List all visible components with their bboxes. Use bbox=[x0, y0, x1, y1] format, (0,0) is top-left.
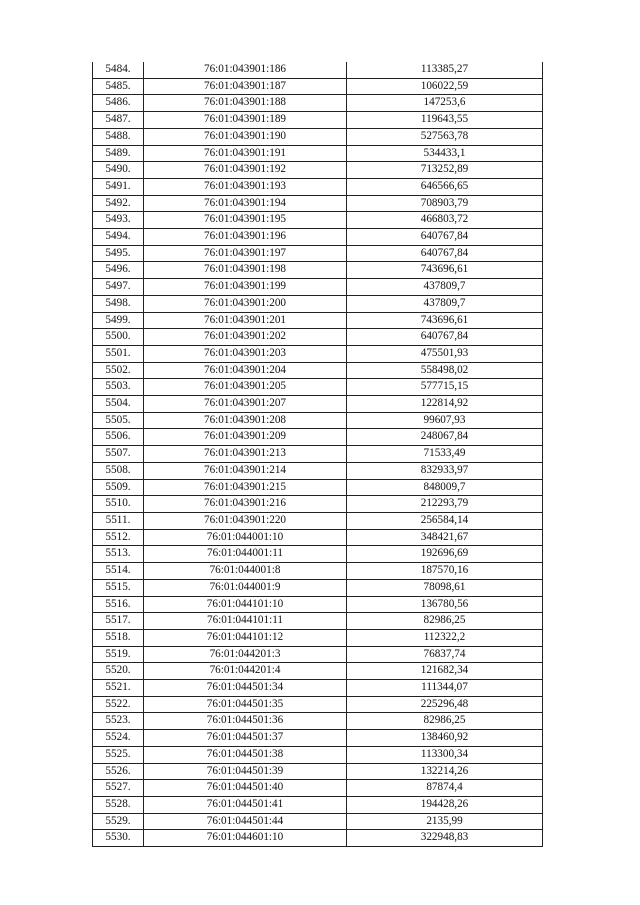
cadastral-number-cell: 76:01:043901:205 bbox=[144, 379, 347, 396]
row-number-cell: 5504. bbox=[93, 396, 144, 413]
cadastral-value-cell: 187570,16 bbox=[347, 563, 543, 580]
table-row bbox=[93, 496, 543, 513]
cadastral-number-cell: 76:01:043901:190 bbox=[144, 128, 347, 145]
cadastral-value-cell: 437809,7 bbox=[347, 279, 543, 296]
cadastral-number-cell: 76:01:043901:194 bbox=[144, 195, 347, 212]
cadastral-number-cell: 76:01:043901:213 bbox=[144, 446, 347, 463]
cadastral-number-cell: 76:01:043901:220 bbox=[144, 512, 347, 529]
row-number-cell: 5528. bbox=[93, 796, 144, 813]
cadastral-value-cell: 848009,7 bbox=[347, 479, 543, 496]
cadastral-number-cell: 76:01:044001:9 bbox=[144, 579, 347, 596]
cadastral-number-cell: 76:01:044101:10 bbox=[144, 596, 347, 613]
cadastral-value-cell: 113300,34 bbox=[347, 746, 543, 763]
row-number-cell: 5513. bbox=[93, 546, 144, 563]
table-row bbox=[93, 796, 543, 813]
row-number-cell: 5508. bbox=[93, 462, 144, 479]
cadastral-value-cell: 212293,79 bbox=[347, 496, 543, 513]
cadastral-number-cell: 76:01:043901:191 bbox=[144, 145, 347, 162]
table-row bbox=[93, 629, 543, 646]
row-number-cell: 5514. bbox=[93, 563, 144, 580]
row-number-cell: 5484. bbox=[93, 62, 144, 78]
cadastral-value-cell: 640767,84 bbox=[347, 245, 543, 262]
table-row bbox=[93, 512, 543, 529]
cadastral-number-cell: 76:01:044201:3 bbox=[144, 646, 347, 663]
table-row bbox=[93, 312, 543, 329]
row-number-cell: 5520. bbox=[93, 663, 144, 680]
row-number-cell: 5516. bbox=[93, 596, 144, 613]
row-number-cell: 5499. bbox=[93, 312, 144, 329]
cadastral-value-cell: 832933,97 bbox=[347, 462, 543, 479]
cadastral-number-cell: 76:01:044501:34 bbox=[144, 680, 347, 697]
row-number-cell: 5505. bbox=[93, 412, 144, 429]
table-row bbox=[93, 396, 543, 413]
row-number-cell: 5489. bbox=[93, 145, 144, 162]
cadastral-number-cell: 76:01:043901:192 bbox=[144, 162, 347, 179]
row-number-cell: 5486. bbox=[93, 95, 144, 112]
row-number-cell: 5490. bbox=[93, 162, 144, 179]
cadastral-value-cell: 322948,83 bbox=[347, 830, 543, 847]
cadastral-value-cell: 640767,84 bbox=[347, 329, 543, 346]
row-number-cell: 5509. bbox=[93, 479, 144, 496]
cadastral-number-cell: 76:01:043901:204 bbox=[144, 362, 347, 379]
cadastral-number-cell: 76:01:043901:188 bbox=[144, 95, 347, 112]
cadastral-value-cell: 132214,26 bbox=[347, 763, 543, 780]
table-body bbox=[93, 62, 543, 847]
cadastral-number-cell: 76:01:044501:36 bbox=[144, 713, 347, 730]
row-number-cell: 5500. bbox=[93, 329, 144, 346]
cadastral-value-cell: 99607,93 bbox=[347, 412, 543, 429]
cadastral-value-cell: 256584,14 bbox=[347, 512, 543, 529]
cadastral-value-cell: 348421,67 bbox=[347, 529, 543, 546]
row-number-cell: 5523. bbox=[93, 713, 144, 730]
cadastral-number-cell: 76:01:044501:35 bbox=[144, 696, 347, 713]
table-row bbox=[93, 128, 543, 145]
cadastral-number-cell: 76:01:044501:40 bbox=[144, 780, 347, 797]
table-row bbox=[93, 462, 543, 479]
table-row bbox=[93, 78, 543, 95]
table-row bbox=[93, 162, 543, 179]
cadastral-number-cell: 76:01:043901:197 bbox=[144, 245, 347, 262]
cadastral-value-cell: 248067,84 bbox=[347, 429, 543, 446]
cadastral-number-cell: 76:01:043901:209 bbox=[144, 429, 347, 446]
table-row bbox=[93, 279, 543, 296]
table-row bbox=[93, 663, 543, 680]
row-number-cell: 5510. bbox=[93, 496, 144, 513]
row-number-cell: 5498. bbox=[93, 295, 144, 312]
row-number-cell: 5511. bbox=[93, 512, 144, 529]
row-number-cell: 5494. bbox=[93, 229, 144, 246]
table-row bbox=[93, 229, 543, 246]
cadastral-number-cell: 76:01:043901:203 bbox=[144, 345, 347, 362]
row-number-cell: 5529. bbox=[93, 813, 144, 830]
cadastral-value-cell: 82986,25 bbox=[347, 613, 543, 630]
cadastral-value-cell: 194428,26 bbox=[347, 796, 543, 813]
cadastral-number-cell: 76:01:043901:189 bbox=[144, 112, 347, 129]
cadastral-value-cell: 122814,92 bbox=[347, 396, 543, 413]
cadastral-value-cell: 78098,61 bbox=[347, 579, 543, 596]
row-number-cell: 5502. bbox=[93, 362, 144, 379]
cadastral-number-cell: 76:01:044501:39 bbox=[144, 763, 347, 780]
table-row bbox=[93, 446, 543, 463]
row-number-cell: 5485. bbox=[93, 78, 144, 95]
cadastral-value-cell: 743696,61 bbox=[347, 312, 543, 329]
row-number-cell: 5519. bbox=[93, 646, 144, 663]
cadastral-number-cell: 76:01:044001:11 bbox=[144, 546, 347, 563]
cadastral-number-cell: 76:01:043901:199 bbox=[144, 279, 347, 296]
cadastral-value-cell: 577715,15 bbox=[347, 379, 543, 396]
cadastral-value-cell: 111344,07 bbox=[347, 680, 543, 697]
row-number-cell: 5518. bbox=[93, 629, 144, 646]
cadastral-number-cell: 76:01:043901:207 bbox=[144, 396, 347, 413]
row-number-cell: 5525. bbox=[93, 746, 144, 763]
table-row bbox=[93, 529, 543, 546]
table-row bbox=[93, 613, 543, 630]
cadastral-number-cell: 76:01:044201:4 bbox=[144, 663, 347, 680]
cadastral-value-cell: 87874,4 bbox=[347, 780, 543, 797]
cadastral-number-cell: 76:01:043901:208 bbox=[144, 412, 347, 429]
row-number-cell: 5527. bbox=[93, 780, 144, 797]
cadastral-value-cell: 640767,84 bbox=[347, 229, 543, 246]
row-number-cell: 5488. bbox=[93, 128, 144, 145]
table-row bbox=[93, 262, 543, 279]
cadastral-number-cell: 76:01:044601:10 bbox=[144, 830, 347, 847]
table-row bbox=[93, 178, 543, 195]
row-number-cell: 5521. bbox=[93, 680, 144, 697]
cadastral-value-cell: 225296,48 bbox=[347, 696, 543, 713]
row-number-cell: 5512. bbox=[93, 529, 144, 546]
table-row bbox=[93, 412, 543, 429]
row-number-cell: 5493. bbox=[93, 212, 144, 229]
cadastral-value-cell: 112322,2 bbox=[347, 629, 543, 646]
cadastral-value-cell: 534433,1 bbox=[347, 145, 543, 162]
table-row bbox=[93, 696, 543, 713]
cadastral-number-cell: 76:01:043901:196 bbox=[144, 229, 347, 246]
table-row bbox=[93, 830, 543, 847]
row-number-cell: 5492. bbox=[93, 195, 144, 212]
cadastral-number-cell: 76:01:044501:37 bbox=[144, 730, 347, 747]
cadastral-number-cell: 76:01:043901:214 bbox=[144, 462, 347, 479]
table-row bbox=[93, 212, 543, 229]
cadastral-number-cell: 76:01:043901:202 bbox=[144, 329, 347, 346]
cadastral-number-cell: 76:01:044501:44 bbox=[144, 813, 347, 830]
row-number-cell: 5501. bbox=[93, 345, 144, 362]
cadastral-value-table bbox=[92, 62, 543, 847]
table-row bbox=[93, 763, 543, 780]
table-row bbox=[93, 730, 543, 747]
cadastral-value-cell: 475501,93 bbox=[347, 345, 543, 362]
table-row bbox=[93, 379, 543, 396]
cadastral-value-cell: 119643,55 bbox=[347, 112, 543, 129]
cadastral-value-cell: 527563,78 bbox=[347, 128, 543, 145]
cadastral-number-cell: 76:01:044501:41 bbox=[144, 796, 347, 813]
cadastral-number-cell: 76:01:043901:201 bbox=[144, 312, 347, 329]
table-row bbox=[93, 680, 543, 697]
row-number-cell: 5507. bbox=[93, 446, 144, 463]
row-number-cell: 5487. bbox=[93, 112, 144, 129]
table-row bbox=[93, 95, 543, 112]
cadastral-number-cell: 76:01:044001:8 bbox=[144, 563, 347, 580]
cadastral-value-cell: 71533,49 bbox=[347, 446, 543, 463]
table-row bbox=[93, 145, 543, 162]
cadastral-value-cell: 192696,69 bbox=[347, 546, 543, 563]
row-number-cell: 5496. bbox=[93, 262, 144, 279]
cadastral-value-cell: 558498,02 bbox=[347, 362, 543, 379]
row-number-cell: 5506. bbox=[93, 429, 144, 446]
table-row bbox=[93, 429, 543, 446]
cadastral-number-cell: 76:01:043901:216 bbox=[144, 496, 347, 513]
row-number-cell: 5522. bbox=[93, 696, 144, 713]
document-page bbox=[92, 62, 542, 847]
cadastral-number-cell: 76:01:043901:198 bbox=[144, 262, 347, 279]
cadastral-value-cell: 106022,59 bbox=[347, 78, 543, 95]
row-number-cell: 5497. bbox=[93, 279, 144, 296]
table-row bbox=[93, 245, 543, 262]
table-row bbox=[93, 345, 543, 362]
cadastral-number-cell: 76:01:043901:200 bbox=[144, 295, 347, 312]
cadastral-number-cell: 76:01:043901:187 bbox=[144, 78, 347, 95]
cadastral-value-cell: 743696,61 bbox=[347, 262, 543, 279]
table-row bbox=[93, 596, 543, 613]
cadastral-number-cell: 76:01:043901:186 bbox=[144, 62, 347, 78]
cadastral-value-cell: 437809,7 bbox=[347, 295, 543, 312]
table-row bbox=[93, 195, 543, 212]
row-number-cell: 5517. bbox=[93, 613, 144, 630]
cadastral-number-cell: 76:01:043901:195 bbox=[144, 212, 347, 229]
cadastral-number-cell: 76:01:044001:10 bbox=[144, 529, 347, 546]
table-row bbox=[93, 646, 543, 663]
table-row bbox=[93, 329, 543, 346]
row-number-cell: 5491. bbox=[93, 178, 144, 195]
cadastral-value-cell: 646566,65 bbox=[347, 178, 543, 195]
row-number-cell: 5530. bbox=[93, 830, 144, 847]
row-number-cell: 5515. bbox=[93, 579, 144, 596]
cadastral-value-cell: 2135,99 bbox=[347, 813, 543, 830]
cadastral-value-cell: 138460,92 bbox=[347, 730, 543, 747]
table-row bbox=[93, 546, 543, 563]
cadastral-value-cell: 76837,74 bbox=[347, 646, 543, 663]
cadastral-number-cell: 76:01:044101:11 bbox=[144, 613, 347, 630]
table-row bbox=[93, 479, 543, 496]
table-row bbox=[93, 112, 543, 129]
table-row bbox=[93, 362, 543, 379]
cadastral-value-cell: 708903,79 bbox=[347, 195, 543, 212]
table-row bbox=[93, 62, 543, 78]
cadastral-value-cell: 113385,27 bbox=[347, 62, 543, 78]
row-number-cell: 5526. bbox=[93, 763, 144, 780]
cadastral-value-cell: 713252,89 bbox=[347, 162, 543, 179]
table-row bbox=[93, 295, 543, 312]
row-number-cell: 5495. bbox=[93, 245, 144, 262]
table-row bbox=[93, 579, 543, 596]
cadastral-number-cell: 76:01:043901:215 bbox=[144, 479, 347, 496]
cadastral-number-cell: 76:01:044101:12 bbox=[144, 629, 347, 646]
cadastral-value-cell: 147253,6 bbox=[347, 95, 543, 112]
table-row bbox=[93, 746, 543, 763]
row-number-cell: 5524. bbox=[93, 730, 144, 747]
table-row bbox=[93, 713, 543, 730]
cadastral-value-cell: 121682,34 bbox=[347, 663, 543, 680]
cadastral-value-cell: 136780,56 bbox=[347, 596, 543, 613]
row-number-cell: 5503. bbox=[93, 379, 144, 396]
table-row bbox=[93, 813, 543, 830]
table-row bbox=[93, 563, 543, 580]
cadastral-number-cell: 76:01:043901:193 bbox=[144, 178, 347, 195]
cadastral-value-cell: 82986,25 bbox=[347, 713, 543, 730]
table-row bbox=[93, 780, 543, 797]
cadastral-number-cell: 76:01:044501:38 bbox=[144, 746, 347, 763]
cadastral-value-cell: 466803,72 bbox=[347, 212, 543, 229]
